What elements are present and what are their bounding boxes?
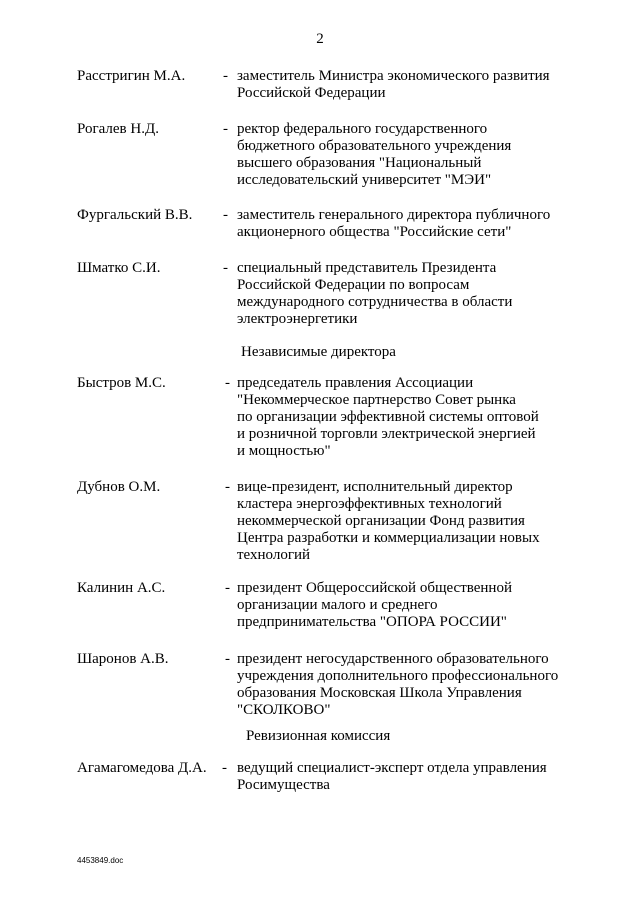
document-file-code: 4453849.doc (77, 856, 124, 865)
separator-dash: - (225, 479, 230, 495)
role-line: некоммерческой организации Фонд развития (237, 513, 525, 529)
role-line: президент Общероссийской общественной (237, 580, 512, 596)
member-role (237, 121, 577, 189)
director-name: Калинин А.С. (77, 580, 166, 596)
audit-member-name: Агамагомедова Д.А. (77, 760, 207, 776)
role-line: высшего образования "Национальный (237, 155, 482, 171)
member-role (237, 207, 577, 241)
separator-dash: - (223, 68, 228, 84)
role-line: заместитель генерального директора публичного (237, 207, 551, 223)
role-line: ректор федерального государственного (237, 121, 488, 137)
role-line: Российской Федерации (237, 85, 386, 101)
role-line: ведущий специалист-эксперт отдела управления (237, 760, 547, 776)
separator-dash: - (225, 651, 230, 667)
role-line: исследовательский университет "МЭИ" (237, 172, 492, 188)
director-role (237, 375, 577, 460)
director-name: Шаронов А.В. (77, 651, 169, 667)
role-line: "СКОЛКОВО" (237, 702, 331, 718)
role-line: Росимущества (237, 777, 330, 793)
director-role (237, 479, 577, 564)
role-line: и розничной торговли электрической энергией (237, 426, 536, 442)
member-role (237, 68, 577, 102)
member-name: Фургальский В.В. (77, 207, 193, 223)
director-name: Быстров М.С. (77, 375, 166, 391)
role-line: учреждения дополнительного профессионального (237, 668, 559, 684)
role-line: специальный представитель Президента (237, 260, 497, 276)
director-role (237, 580, 577, 631)
role-line: и мощностью" (237, 443, 331, 459)
role-line: бюджетного образовательного учреждения (237, 138, 512, 154)
role-line: председатель правления Ассоциации (237, 375, 474, 391)
separator-dash: - (222, 760, 227, 776)
role-line: Центра разработки и коммерциализации новых (237, 530, 540, 546)
role-line: кластера энергоэффективных технологий (237, 496, 502, 512)
role-line: вице-президент, исполнительный директор (237, 479, 513, 495)
role-line: Российской Федерации по вопросам (237, 277, 470, 293)
separator-dash: - (225, 580, 230, 596)
role-line: технологий (237, 547, 311, 563)
member-role (237, 260, 577, 328)
role-line: акционерного общества "Российские сети" (237, 224, 512, 240)
role-line: президент негосударственного образовательного (237, 651, 549, 667)
role-line: образования Московская Школа Управления (237, 685, 522, 701)
member-name: Шматко С.И. (77, 260, 161, 276)
role-line: организации малого и среднего (237, 597, 438, 613)
separator-dash: - (223, 121, 228, 137)
page-number: 2 (316, 31, 324, 47)
audit-member-role (237, 760, 577, 794)
role-line: предпринимательства "ОПОРА РОССИИ" (237, 614, 507, 630)
role-line: международного сотрудничества в области (237, 294, 513, 310)
separator-dash: - (223, 260, 228, 276)
role-line: "Некоммерческое партнерство Совет рынка (237, 392, 516, 408)
separator-dash: - (223, 207, 228, 223)
member-name: Рогалев Н.Д. (77, 121, 159, 137)
separator-dash: - (225, 375, 230, 391)
role-line: электроэнергетики (237, 311, 358, 327)
role-line: по организации эффективной системы оптовой (237, 409, 539, 425)
role-line: заместитель Министра экономического развития (237, 68, 550, 84)
member-name: Расстригин М.А. (77, 68, 186, 84)
director-role (237, 651, 577, 719)
audit-commission-heading: Ревизионная комиссия (246, 728, 391, 744)
independent-directors-heading: Независимые директора (241, 344, 396, 360)
director-name: Дубнов О.М. (77, 479, 161, 495)
